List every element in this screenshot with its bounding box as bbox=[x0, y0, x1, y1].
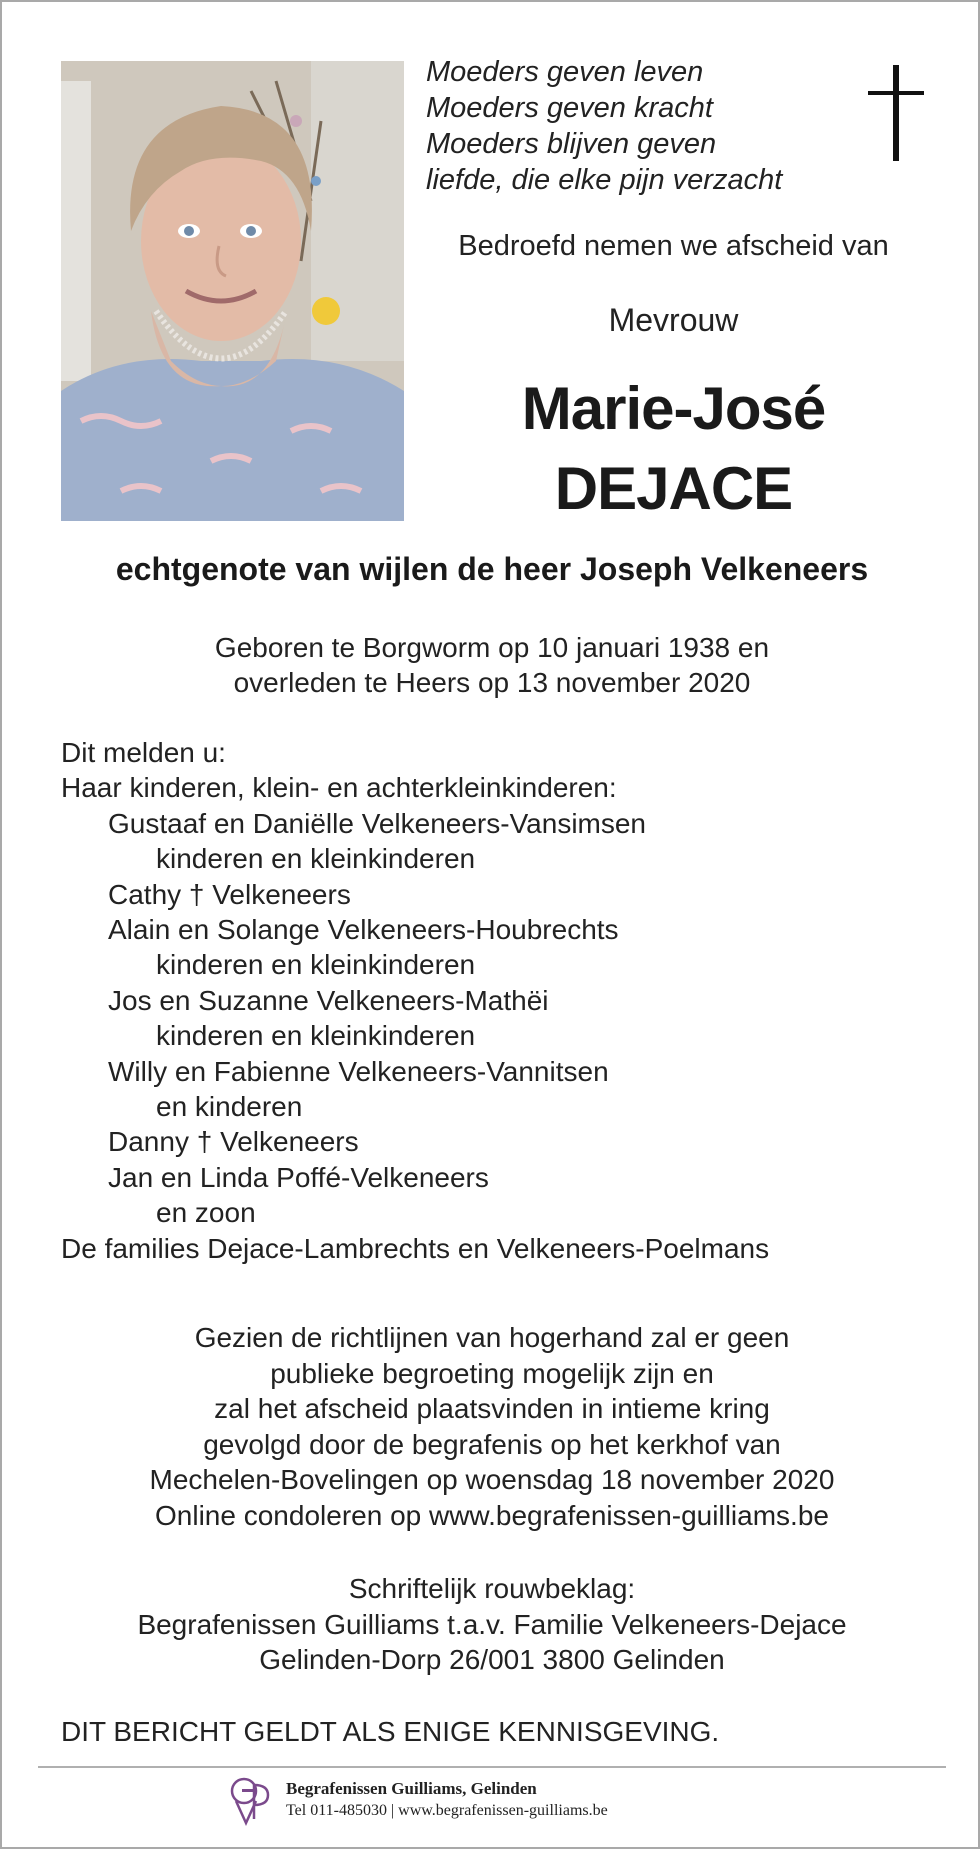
poem-line: Moeders geven leven bbox=[426, 56, 704, 88]
list-item: Cathy † Velkeneers bbox=[108, 878, 351, 910]
address-line: Schriftelijk rouwbeklag: bbox=[348, 1573, 636, 1604]
list-item: Jos en Suzanne Velkeneers-Mathëi bbox=[108, 984, 549, 1016]
honorific: Mevrouw bbox=[608, 302, 739, 338]
footer bbox=[286, 1778, 608, 1822]
family-list bbox=[61, 735, 769, 1266]
list-item: en zoon bbox=[156, 1197, 256, 1229]
list-item: en kinderen bbox=[156, 1091, 303, 1123]
list-item: Danny † Velkeneers bbox=[108, 1126, 359, 1158]
poem-line: Moeders geven kracht bbox=[426, 92, 713, 124]
notice-line: Gezien de richtlijnen van hogerhand zal er geen bbox=[194, 1322, 790, 1353]
notice-line: gevolgd door de begrafenis op het kerkhof van bbox=[203, 1428, 781, 1460]
deceased-last-name: DEJACE bbox=[554, 455, 793, 522]
death-line: overleden te Heers op 13 november 2020 bbox=[233, 667, 751, 698]
poem-line: Moeders blijven geven bbox=[426, 128, 717, 160]
funeral-home-logo bbox=[228, 1775, 272, 1827]
deceased-first-name: Marie-José bbox=[521, 375, 826, 442]
notice-line: publieke begroeting mogelijk zijn en bbox=[270, 1357, 714, 1389]
list-item: kinderen en kleinkinderen bbox=[156, 949, 476, 981]
notice-line: Mechelen-Bovelingen op woensdag 18 november 2020 bbox=[149, 1464, 835, 1495]
list-item: Willy en Fabienne Velkeneers-Vannitsen bbox=[108, 1055, 609, 1087]
funeral-home-name: Begrafenissen Guilliams, Gelinden bbox=[286, 1779, 537, 1798]
cross-icon bbox=[868, 65, 924, 161]
condolence-address bbox=[2, 1571, 980, 1678]
spouse-line: echtgenote van wijlen de heer Joseph Velkeneers bbox=[115, 551, 869, 587]
list-item: Alain en Solange Velkeneers-Houbrechts bbox=[108, 914, 619, 946]
intro-text: Bedroefd nemen we afscheid van bbox=[458, 230, 889, 262]
address-line: Begrafenissen Guilliams t.a.v. Familie Velkeneers-Dejace bbox=[137, 1608, 847, 1640]
birth-line: Geboren te Borgworm op 10 januari 1938 en bbox=[214, 632, 770, 663]
life-dates bbox=[2, 630, 980, 700]
address-line: Gelinden-Dorp 26/001 3800 Gelinden bbox=[259, 1644, 725, 1675]
notice-line: Online condoleren op www.begrafenissen-guilliams.be bbox=[155, 1499, 829, 1531]
funeral-home-contact: Tel 011-485030 | www.begrafenissen-guilliams.be bbox=[286, 1802, 608, 1819]
divider bbox=[38, 1766, 946, 1768]
list-item: Gustaaf en Daniëlle Velkeneers-Vansimsen bbox=[108, 807, 647, 839]
poem bbox=[426, 54, 782, 198]
poem-line: liefde, die elke pijn verzacht bbox=[426, 164, 783, 196]
family-closing: De families Dejace-Lambrechts en Velkeneers-Poelmans bbox=[61, 1232, 770, 1264]
ceremony-notice bbox=[2, 1320, 980, 1533]
list-item: kinderen en kleinkinderen bbox=[156, 1020, 476, 1052]
notice-line: zal het afscheid plaatsvinden in intieme kring bbox=[214, 1393, 770, 1424]
final-notice: DIT BERICHT GELDT ALS ENIGE KENNISGEVING. bbox=[61, 1716, 720, 1747]
portrait-photo bbox=[61, 61, 404, 521]
list-item: Jan en Linda Poffé-Velkeneers bbox=[108, 1161, 489, 1193]
list-item: kinderen en kleinkinderen bbox=[156, 843, 476, 875]
family-intro: Dit melden u: bbox=[61, 737, 226, 768]
family-intro-children: Haar kinderen, klein- en achterkleinkinderen: bbox=[61, 772, 617, 804]
